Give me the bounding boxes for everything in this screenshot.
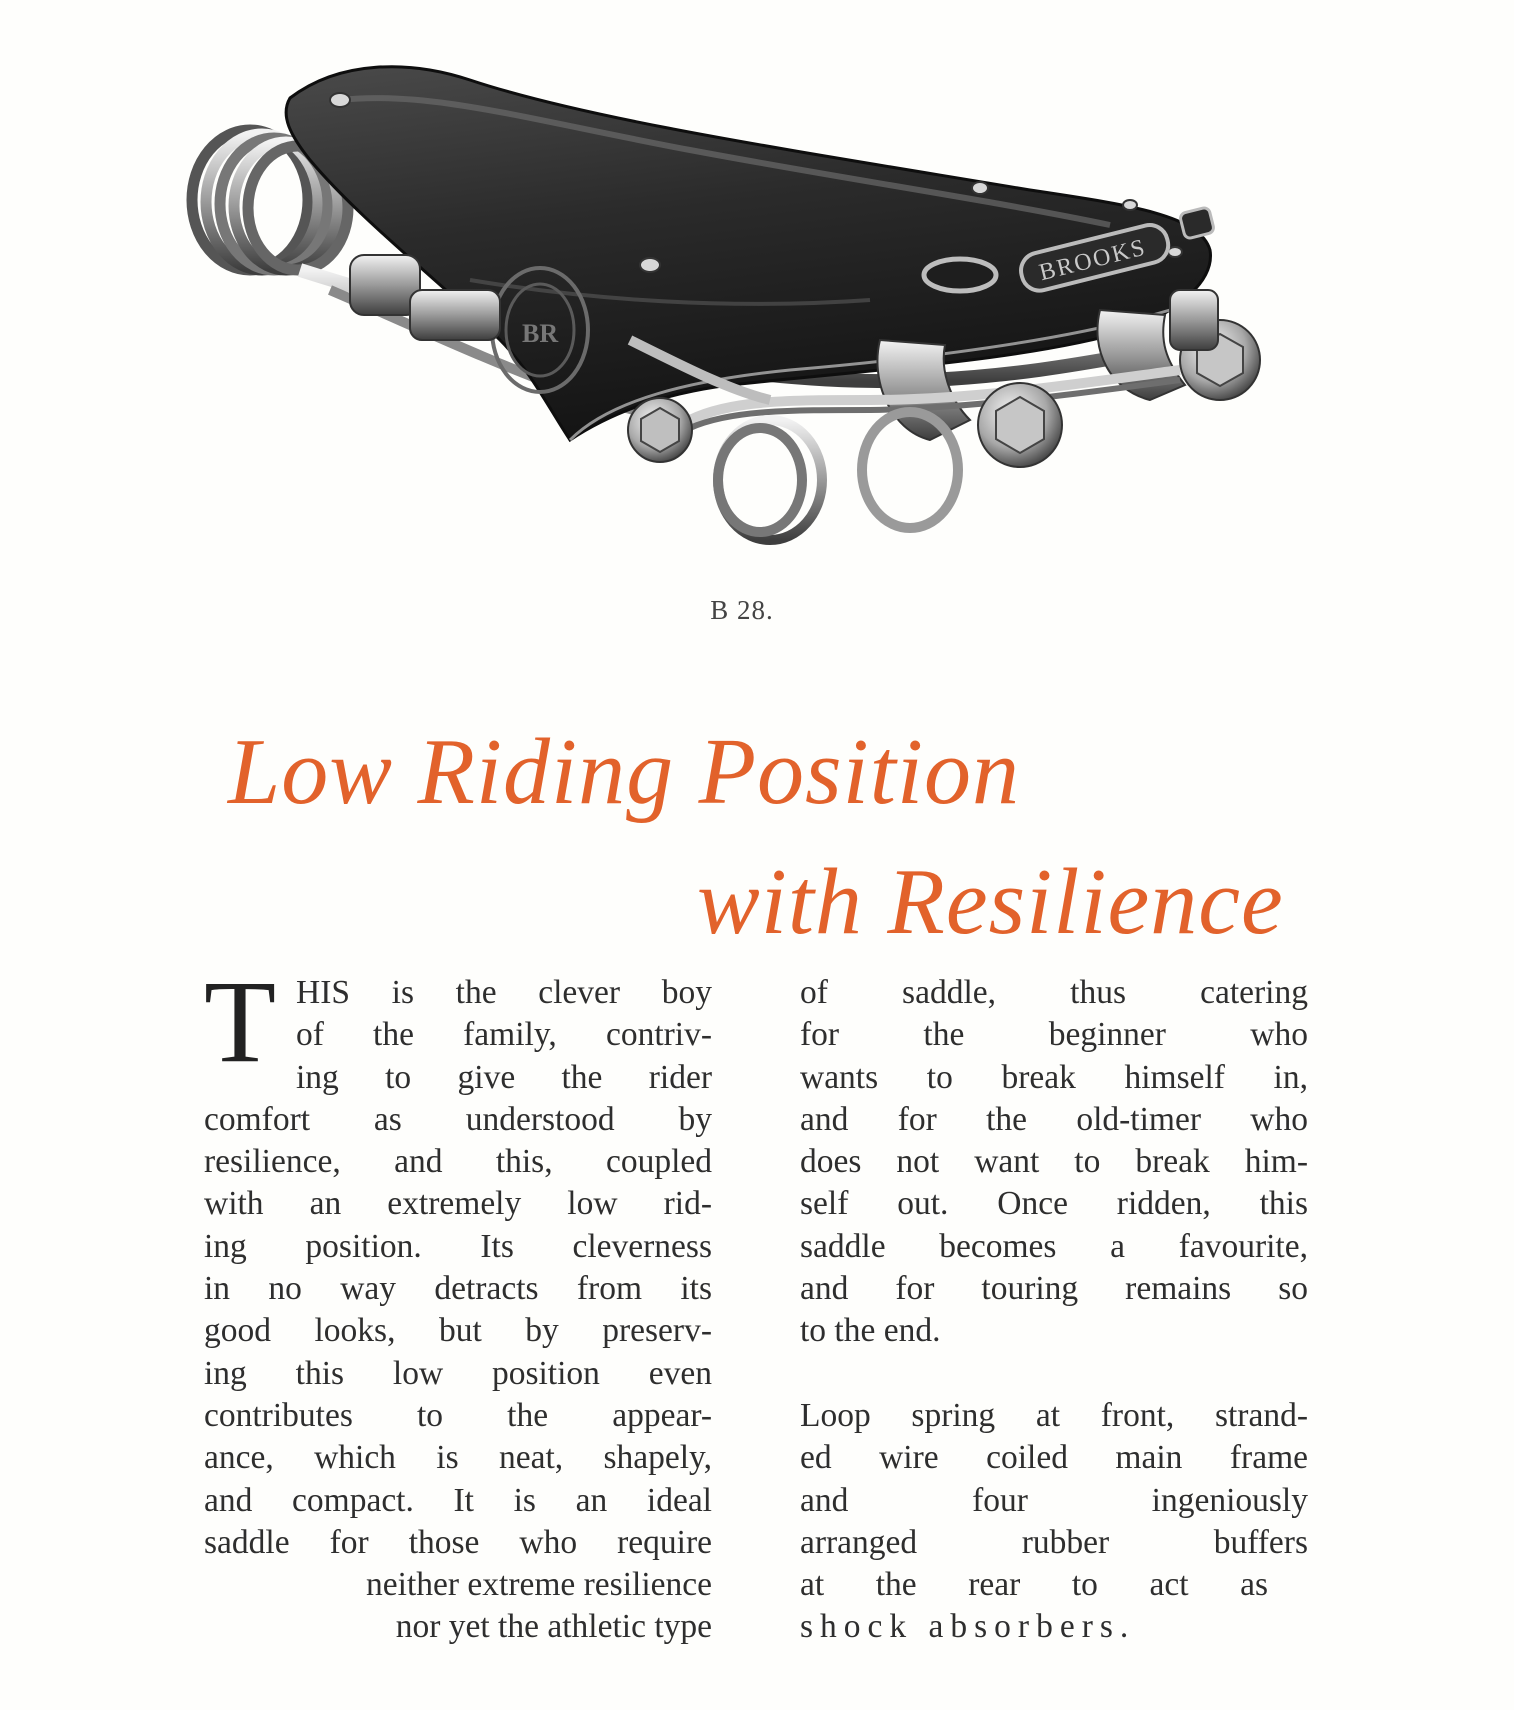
body-line: nor yet the athletic type bbox=[395, 1608, 712, 1646]
body-line: HIS is the clever boy bbox=[296, 974, 712, 1011]
saddle-drawing bbox=[170, 40, 1330, 600]
saddle-illustration bbox=[170, 40, 1330, 600]
body-line: in no way detracts from its bbox=[204, 1270, 712, 1308]
body-line: Loop spring at front, strand- bbox=[800, 1396, 1308, 1434]
body-line: resilience, and this, coupled bbox=[204, 1143, 712, 1181]
body-line: arranged rubber buffers bbox=[800, 1523, 1308, 1561]
body-line: of the family, contriv- bbox=[296, 1016, 712, 1054]
body-line: with an extremely low rid- bbox=[204, 1185, 712, 1223]
body-line: ing this low position even bbox=[204, 1354, 712, 1392]
body-line: comfort as understood by bbox=[204, 1100, 712, 1138]
body-line: for the beginner who bbox=[800, 1016, 1308, 1054]
body-line: saddle becomes a favourite, bbox=[800, 1227, 1308, 1265]
brand-plate-text: BROOKS bbox=[1036, 234, 1150, 287]
model-caption bbox=[0, 595, 1514, 626]
headline-line-1: Low Riding Position bbox=[228, 720, 1020, 824]
body-line: saddle for those who require bbox=[204, 1523, 712, 1561]
headline-line-2: with Resilience bbox=[697, 850, 1284, 954]
body-line: good looks, but by preserv- bbox=[204, 1312, 712, 1350]
body-line: ed wire coiled main frame bbox=[800, 1439, 1308, 1477]
body-line: ing position. Its cleverness bbox=[204, 1227, 712, 1265]
saddle-slot bbox=[924, 259, 996, 291]
body-line: neither extreme resilience bbox=[366, 1566, 712, 1604]
body-line: contributes to the appear- bbox=[204, 1396, 712, 1434]
drop-cap: T bbox=[204, 956, 277, 1087]
model-caption-text: B 28. bbox=[710, 595, 774, 625]
body-column-left bbox=[204, 956, 712, 1649]
paragraph-gap bbox=[800, 1353, 1308, 1395]
body-line: and for the old-timer who bbox=[800, 1100, 1308, 1138]
body-line: and for touring remains so bbox=[800, 1270, 1308, 1308]
body-column-right bbox=[800, 972, 1308, 1649]
body-line: and four ingeniously bbox=[800, 1481, 1308, 1519]
body-line: to the end. bbox=[800, 1312, 941, 1350]
svg-text:BR: BR bbox=[522, 319, 559, 348]
body-line: and compact. It is an ideal bbox=[204, 1481, 712, 1519]
body-line: at the rear to act as bbox=[800, 1566, 1268, 1604]
body-line: wants to break himself in, bbox=[800, 1058, 1308, 1096]
body-line: self out. Once ridden, this bbox=[800, 1185, 1308, 1223]
body-line: shock absorbers. bbox=[800, 1608, 1136, 1646]
body-line: ing to give the rider bbox=[296, 1058, 712, 1096]
body-line: of saddle, thus catering bbox=[800, 974, 1308, 1011]
body-line: does not want to break him- bbox=[800, 1143, 1308, 1181]
body-line: ance, which is neat, shapely, bbox=[204, 1439, 712, 1477]
